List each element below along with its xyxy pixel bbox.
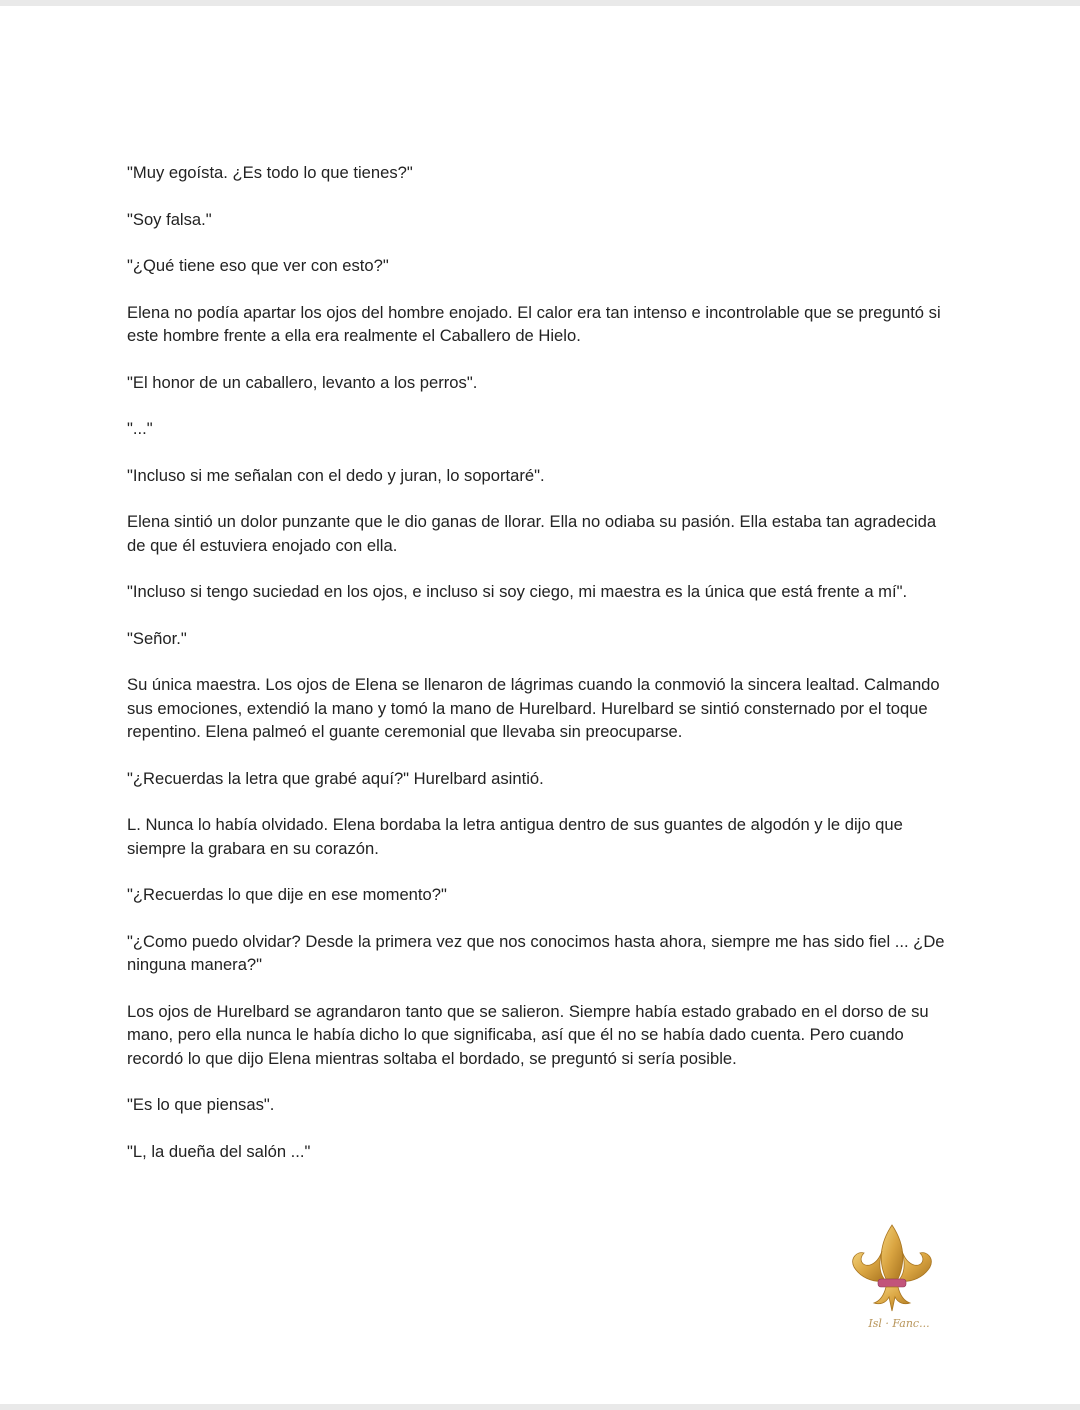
fleur-de-lis-logo	[842, 1221, 942, 1341]
paragraph: Su única maestra. Los ojos de Elena se llenaron de lágrimas cuando la conmovió la sincera lealtad. Calmando sus emociones, extendió la mano y tomó la mano de Hurelbard. Hurelbard se sintió consternado por el toque repentino. Elena palmeó el guante ceremonial que llevaba sin preocuparse.	[127, 675, 945, 741]
document-body	[127, 161, 957, 1186]
paragraph: "¿Qué tiene eso que ver con esto?"	[127, 256, 389, 275]
paragraph: "Muy egoísta. ¿Es todo lo que tienes?"	[127, 163, 413, 182]
paragraph: "L, la dueña del salón ..."	[127, 1141, 311, 1161]
paragraph: Elena sintió un dolor punzante que le dio ganas de llorar. Ella no odiaba su pasión. Ella estaba tan agradecida de que él estuviera enojado con ella.	[127, 512, 941, 555]
logo-signature: Isl · Fanc...	[868, 1317, 930, 1330]
paragraph: "El honor de un caballero, levanto a los perros".	[127, 372, 478, 392]
document-page	[0, 6, 1080, 1404]
paragraph: Elena no podía apartar los ojos del hombre enojado. El calor era tan intenso e incontrolable que se preguntó si este hombre frente a ella era realmente el Caballero de Hielo.	[127, 302, 946, 345]
paragraph: "Incluso si me señalan con el dedo y juran, lo soportaré".	[127, 465, 545, 485]
paragraph: "¿Recuerdas la letra que grabé aquí?" Hurelbard asintió.	[127, 768, 544, 788]
paragraph: "Señor."	[127, 628, 187, 648]
paragraph: "Incluso si tengo suciedad en los ojos, e incluso si soy ciego, mi maestra es la única que está frente a mí".	[127, 582, 908, 601]
paragraph: "Es lo que piensas".	[127, 1095, 275, 1114]
paragraph: "Soy falsa."	[127, 209, 212, 229]
paragraph: "..."	[127, 419, 153, 438]
paragraph: "¿Recuerdas lo que dije en ese momento?"	[127, 885, 447, 904]
paragraph: "¿Como puedo olvidar? Desde la primera vez que nos conocimos hasta ahora, siempre me has sido fiel ... ¿De ninguna manera?"	[127, 931, 950, 974]
paragraph: L. Nunca lo había olvidado. Elena bordaba la letra antigua dentro de sus guantes de algodón y le dijo que siempre la grabara en su corazón.	[127, 815, 908, 858]
paragraph: Los ojos de Hurelbard se agrandaron tanto que se salieron. Siempre había estado grabado en el dorso de su mano, pero ella nunca le había dicho lo que significaba, así que él no se había dado cuenta. Pero cuando recordó lo que dijo Elena mientras soltaba el bordado, se preguntó si sería posible.	[127, 1001, 934, 1068]
